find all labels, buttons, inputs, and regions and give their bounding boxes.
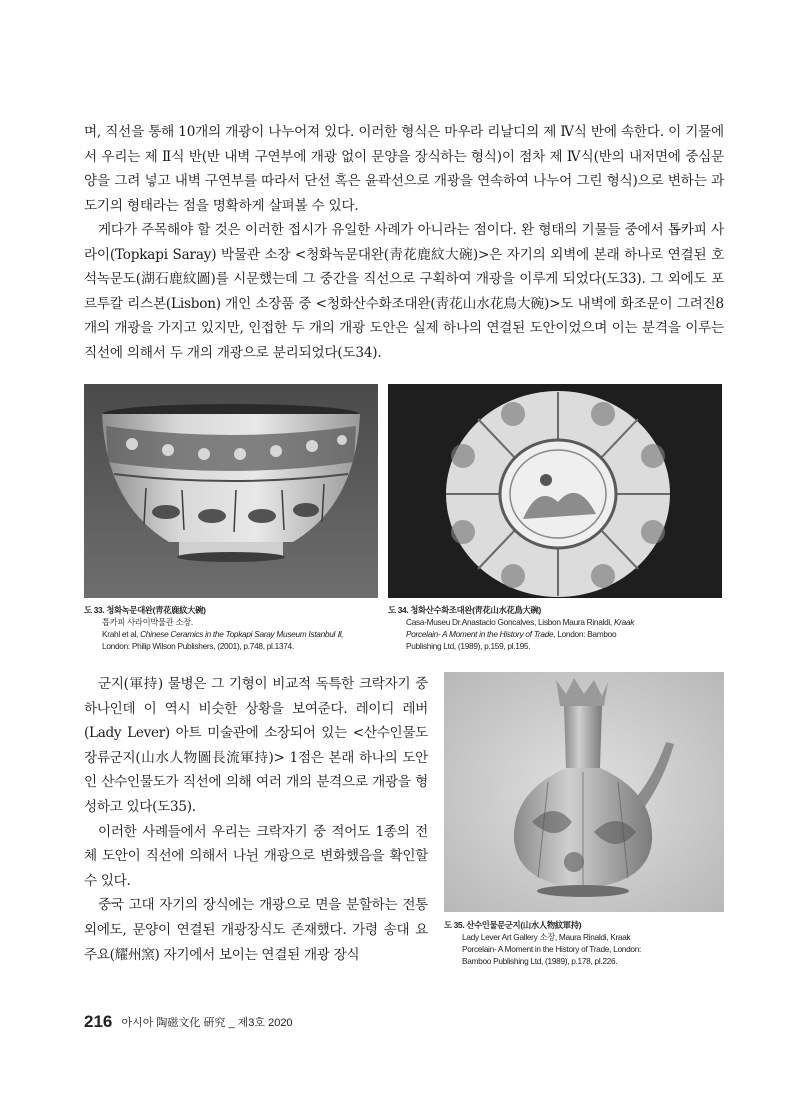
caption-line: London: Philip Wilson Publishers, (2001), p.748, pl.1374. — [102, 641, 294, 651]
figure-34-dish-photo — [388, 384, 722, 598]
page-footer — [84, 1012, 293, 1032]
page-number: 216 — [84, 1012, 113, 1031]
caption-line — [388, 616, 724, 628]
paragraph: 중국 고대 자기의 장식에는 개광으로 면을 분할하는 전통 외에도, 문양이 연결된 개광장식도 존재했다. 가령 송대 요주요(耀州窯) 자기에서 보이는 연결된 개광 장식 — [84, 897, 428, 963]
caption-line: 톱카피 사라이박물관 소장. — [102, 617, 193, 627]
body-text-left — [84, 672, 428, 967]
caption-line: Porcelain- A Moment in the History of Trade, London: — [462, 944, 642, 954]
paragraph: 이러한 사례들에서 우리는 크락자기 중 적어도 1종의 전체 도안이 직선에 의해서 나뉜 개광으로 변화했음을 확인할 수 있다. — [84, 823, 428, 889]
caption-text: Casa-Museu Dr.Anastacio Goncalves, Lisbon Maura Rinaldi, — [406, 617, 614, 627]
caption-book-title: Porcelain- A Moment in the History of Trade — [406, 629, 554, 639]
caption-text: Krahl et al, — [102, 629, 141, 639]
paragraph: 군지(軍持) 물병은 그 기형이 비교적 독특한 크락자기 중 하나인데 이 역시 비슷한 상황을 보여준다. 레이디 레버(Lady Lever) 아트 미술관에 소장되어 있는 <산수인물도장류군지(山水人物圖長流軍持)> 1점은 본래 하나의 도안인 산수인물도가 직선에 의해 여러 개의 분격으로 개광을 형성하고 있다(도35). — [84, 676, 428, 815]
journal-name: 아시아 陶磁文化 硏究 _ 제3호 2020 — [121, 1017, 293, 1029]
paragraph: 게다가 주목해야 할 것은 이러한 접시가 유일한 사례가 아니라는 점이다. 완 형태의 기물들 중에서 톱카피 사라이(Topkapi Saray) 박물관 소장 <청화녹문대완(靑花鹿紋大碗)>은 자기의 외벽에 본래 하나로 연결된 호석녹문도(湖石鹿紋圖)를 시문했는데 그 중간을 직선으로 구획하여 개광을 이루게 되었다(도33). 그 외에도 포르투칼 리스본(Lisbon) 개인 소장품 중 <청화산수화조대완(靑花山水花鳥大碗)>도 내벽에 화조문이 그려진8개의 개광을 가지고 있지만, 인접한 두 개의 개광 도안은 실제 하나의 연결된 도안이었으며 이는 분격을 이루는 직선에 의해서 두 개의 개광으로 분리되었다(도34). — [84, 222, 724, 361]
body-text-top — [84, 120, 724, 365]
caption-book-title: Chinese Ceramics in the Topkapi Saray Museum Istanbul Ⅱ — [140, 629, 341, 639]
caption-text: , — [340, 629, 343, 639]
caption-line: Lady Lever Art Gallery 소장, Maura Rinaldi, Kraak — [462, 932, 631, 942]
caption-line — [84, 628, 384, 640]
caption-fig34 — [388, 604, 724, 652]
caption-text: , London: Bamboo — [553, 629, 617, 639]
caption-line — [388, 628, 724, 640]
caption-title: 도 33. 청화녹문대완(靑花鹿紋大碗) — [84, 605, 206, 615]
caption-fig35 — [444, 919, 734, 967]
caption-title: 도 35. 산수인물문군지(山水人物紋軍持) — [444, 920, 582, 930]
caption-title: 도 34. 청화산수화조대완(靑花山水花鳥大碗) — [388, 605, 541, 615]
figure-35-ewer-photo — [444, 672, 724, 912]
caption-book-title: Kraak — [613, 617, 635, 627]
caption-line: Publishing Ltd, (1989), p.159, pl.195. — [406, 641, 531, 651]
paragraph: 며, 직선을 통해 10개의 개광이 나누어져 있다. 이러한 형식은 마우라 리날디의 제 Ⅳ식 반에 속한다. 이 기물에서 우리는 제 Ⅱ식 반(반 내벽 구연부에 개광 없이 문양을 장식하는 형식)이 점차 제 Ⅳ식(반의 내저면에 중심문양을 그려 넣고 내벽 구연부를 따라서 단선 혹은 윤곽선으로 개광을 연속하여 나누어 그린 형식)으로 변하는 과도기의 형태라는 점을 명확하게 살펴볼 수 있다. — [84, 124, 724, 214]
caption-line: Bamboo Publishing Ltd, (1989), p.178, pl.226. — [462, 956, 618, 966]
figure-33-bowl-photo — [84, 384, 378, 598]
caption-fig33 — [84, 604, 384, 652]
